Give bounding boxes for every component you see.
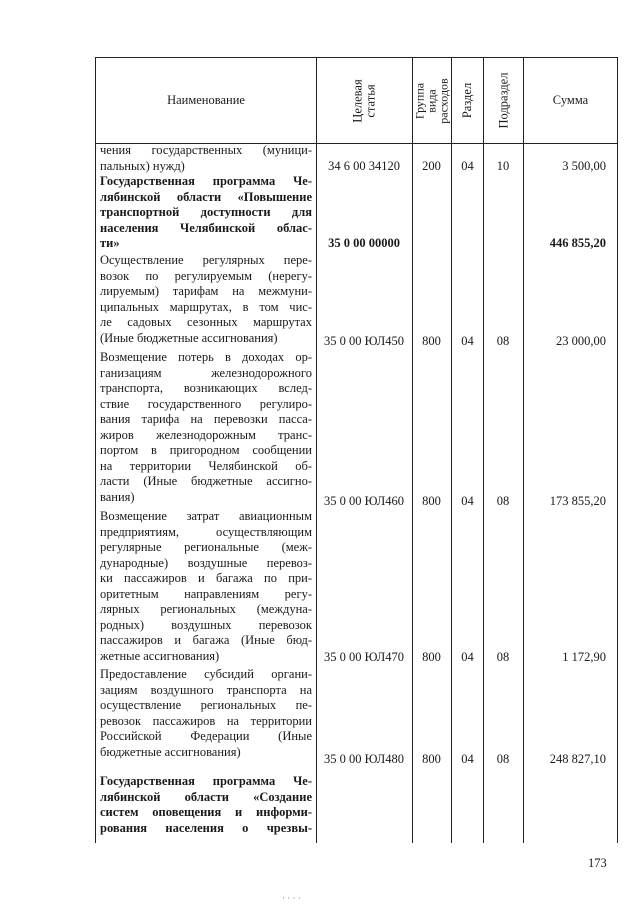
- row-name-line: Предоставление субсидий органи-: [100, 667, 312, 681]
- row-target: 34 6 00 34120: [328, 158, 400, 173]
- row-name-line: жиров железнодорожным транс-: [100, 427, 312, 442]
- row-name-line: ле садовых сезонных маршрутах: [100, 315, 312, 329]
- row-name-line: Возмещение затрат авиационным: [100, 509, 312, 523]
- row-name-line: бюджетные ассигнования): [100, 744, 241, 759]
- header-name: Наименование: [167, 93, 245, 107]
- header-subsection: Подраздел: [496, 72, 510, 129]
- row-group: 800: [422, 650, 441, 664]
- row-target: 35 0 00 ЮЛ450: [323, 334, 405, 348]
- page-number: 173: [588, 856, 607, 870]
- row-name-line: (Иные бюджетные ассигнования): [100, 330, 278, 345]
- row-name-line: предприятиям, осуществляющим: [100, 524, 312, 539]
- row-subsection: 10: [496, 158, 510, 173]
- row-section: 04: [461, 158, 474, 173]
- row-section: 04: [461, 752, 474, 766]
- row-target: 35 0 00 ЮЛ460: [323, 494, 405, 508]
- row-sum: 3 500,00: [562, 158, 606, 173]
- row-name-line: осуществление региональных пе-: [100, 698, 312, 712]
- row-name-line: Возмещение потерь в доходах ор-: [100, 350, 312, 364]
- row-name-line: систем оповещения и информи-: [100, 805, 312, 819]
- column-border: [95, 57, 96, 843]
- row-subsection: 08: [496, 650, 510, 664]
- row-name-line: возок по регулируемым (нерегу-: [100, 268, 312, 283]
- row-target: 35 0 00 ЮЛ470: [323, 650, 405, 664]
- column-border: [451, 57, 452, 843]
- row-name-line: лябинской области «Повышение: [100, 189, 312, 204]
- row-name-line: ти»: [100, 236, 120, 250]
- header-target: Целевая статья: [350, 78, 378, 123]
- row-section: 04: [461, 650, 474, 664]
- header-sum: Сумма: [552, 93, 589, 107]
- row-sum: 446 855,20: [549, 236, 606, 250]
- row-name-line: оритетным направлениям регу-: [100, 586, 312, 601]
- row-name-line: родных) воздушных перевозок: [100, 617, 312, 632]
- row-name-line: вания): [100, 489, 135, 504]
- row-name-line: пассажиров и багажа (Иные бюд-: [100, 633, 312, 647]
- row-sum: 248 827,10: [549, 752, 606, 766]
- column-border: [523, 57, 524, 843]
- row-name-line: вания тарифа на перевозки пасса-: [100, 412, 312, 426]
- row-name-line: жетные ассигнования): [100, 648, 220, 663]
- row-group: 800: [422, 494, 441, 508]
- row-group: 800: [422, 752, 441, 766]
- row-sum: 173 855,20: [549, 494, 606, 508]
- row-name-line: ласти (Иные бюджетные ассигно-: [100, 474, 312, 488]
- row-name-line: ганизациям железнодорожного: [100, 365, 312, 380]
- column-border: [316, 57, 317, 843]
- row-name-line: пальных) нужд): [100, 158, 185, 173]
- header-group-cell: [413, 58, 451, 143]
- row-name-line: населения Челябинской облас-: [100, 220, 312, 235]
- row-name-line: ствие государственного регулиро-: [100, 396, 312, 411]
- row-subsection: 08: [496, 494, 510, 508]
- row-name-line: чения государственных (муници-: [100, 143, 312, 157]
- header-group: Группа вида расходов: [413, 77, 451, 124]
- row-section: 04: [461, 494, 474, 508]
- row-name-line: лябинской области «Создание: [100, 789, 312, 804]
- column-border: [412, 57, 413, 843]
- row-name-line: рования населения о чрезвы-: [100, 820, 312, 835]
- column-border: [617, 57, 618, 843]
- header-section-cell: [452, 58, 483, 143]
- row-name-line: транспортной доступности для: [100, 205, 312, 219]
- row-name-line: ципальных маршрутах, в том чис-: [100, 299, 312, 314]
- row-name-line: регулярные региональные (меж-: [100, 540, 312, 554]
- row-name-line: лярных региональных (междуна-: [100, 602, 312, 616]
- row-name-line: Осуществление регулярных пере-: [100, 253, 312, 267]
- row-name-line: зациям воздушного транспорта на: [100, 682, 312, 697]
- row-group: 800: [422, 334, 441, 348]
- row-subsection: 08: [496, 334, 510, 348]
- row-name-line: Государственная программа Че-: [100, 174, 312, 188]
- row-name-line: на территории Челябинской об-: [100, 458, 312, 473]
- row-target: 35 0 00 00000: [328, 236, 400, 250]
- row-name-line: лируемым) тарифам на межмуни-: [100, 284, 312, 298]
- footer-dots: · · · ·: [282, 893, 301, 903]
- row-sum: 23 000,00: [556, 334, 606, 348]
- row-name-line: портом в пригородном сообщении: [100, 443, 312, 457]
- row-name-line: транспорта, возникающих вслед-: [100, 381, 312, 395]
- header-subsection-cell: [484, 58, 523, 143]
- row-name-line: дународные) воздушные перевоз-: [100, 555, 312, 570]
- row-group: 200: [422, 158, 441, 173]
- row-section: 04: [461, 334, 474, 348]
- header-target-cell: [317, 58, 412, 143]
- row-name-line: Российской Федерации (Иные: [100, 729, 312, 743]
- row-name-line: ревозок пассажиров на территории: [100, 713, 312, 728]
- header-section: Раздел: [460, 82, 475, 119]
- row-subsection: 08: [496, 752, 510, 766]
- row-sum: 1 172,90: [562, 650, 606, 664]
- row-name-line: Государственная программа Че-: [100, 774, 312, 788]
- row-target: 35 0 00 ЮЛ480: [323, 752, 405, 766]
- column-border: [483, 57, 484, 843]
- row-name-line: ки пассажиров и багажа по при-: [100, 571, 312, 585]
